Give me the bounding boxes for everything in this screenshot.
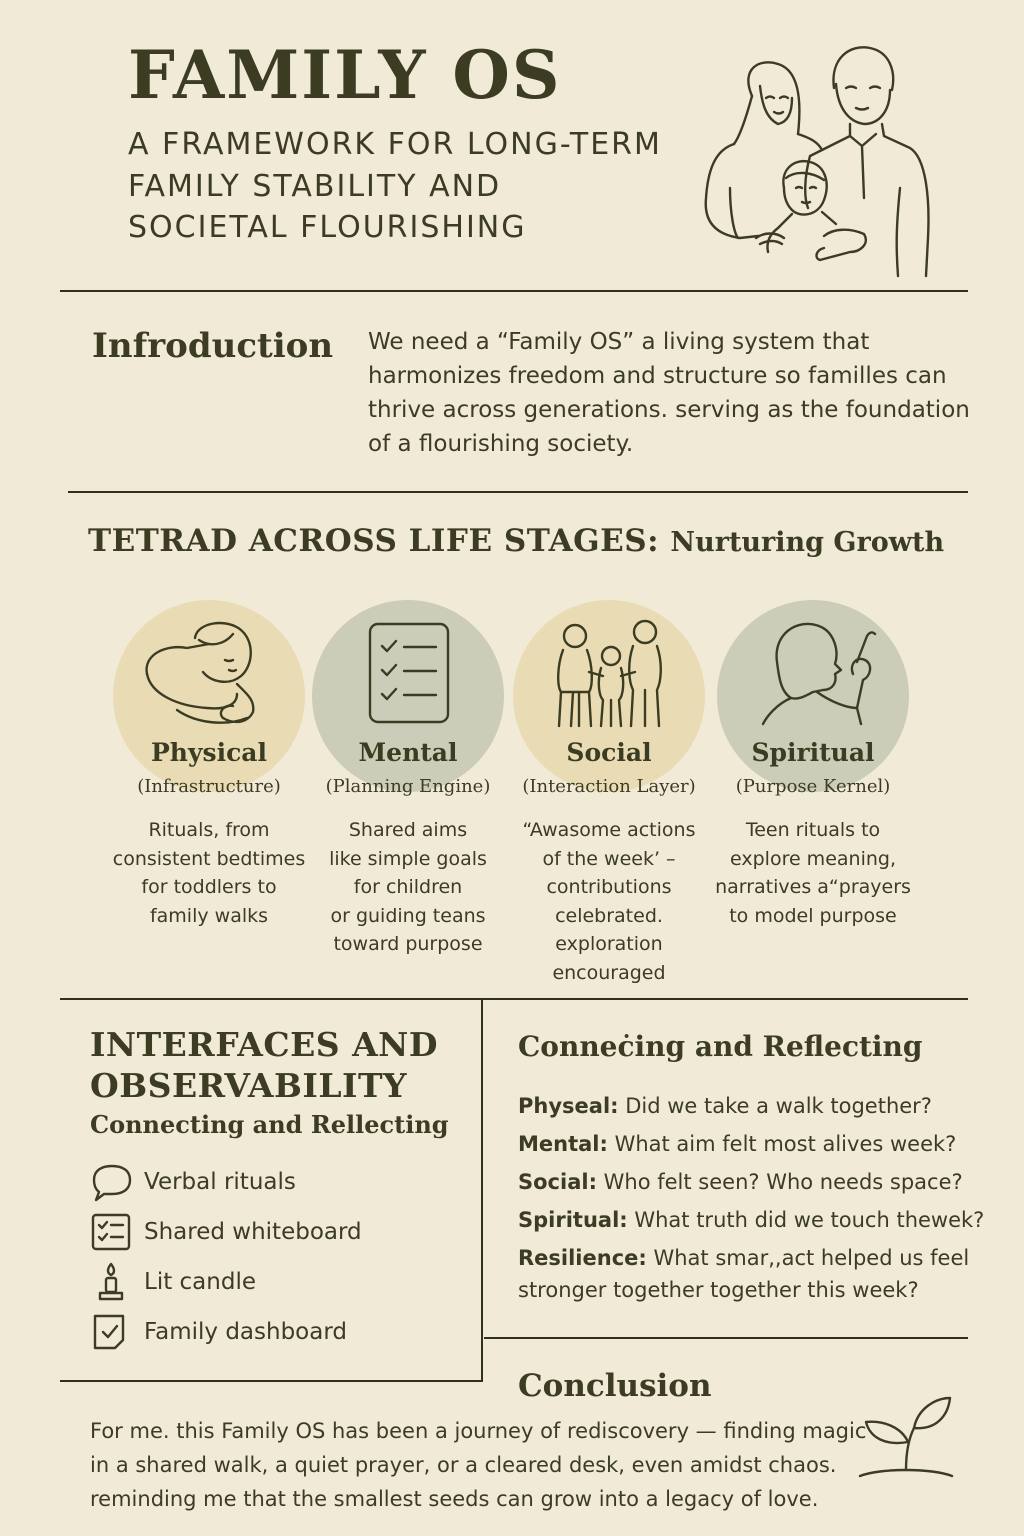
question-social	[518, 1166, 988, 1198]
stage-desc	[509, 816, 709, 987]
question-resilience	[518, 1242, 988, 1306]
candle-icon	[90, 1262, 132, 1302]
interface-item-lit-candle	[90, 1262, 256, 1302]
question-physical	[518, 1090, 988, 1122]
family-group-icon	[545, 616, 675, 732]
stage-desc	[713, 816, 913, 930]
divider-vertical	[481, 998, 483, 1382]
desc-line: Rituals, from	[148, 819, 270, 841]
intro-text: We need a “Family OS” a living system that harmonizes freedom and structure so familles can thrive across generations. serving as the foundation of a flourishing society.	[368, 329, 970, 457]
tetrad-heading	[88, 523, 944, 559]
interfaces-title	[90, 1024, 438, 1106]
subtitle-line-1: A FRAMEWORK FOR LONG-TERM	[128, 127, 662, 162]
interfaces-title-line: INTERFACES AND	[90, 1025, 438, 1064]
question-text: Did we take a walk together?	[618, 1094, 932, 1118]
stage-name: Social	[566, 738, 652, 767]
stage-role: (Planning Engine)	[325, 776, 491, 797]
interface-item-verbal-rituals	[90, 1162, 296, 1202]
question-label: Resilience:	[518, 1246, 647, 1270]
stage-role: (Infrastructure)	[137, 776, 281, 797]
stage-social	[509, 600, 709, 990]
question-label: Mental:	[518, 1132, 608, 1156]
desc-line: or guiding teans	[330, 904, 486, 927]
page-title: FAMILY OS	[128, 36, 562, 114]
stage-role: (Purpose Kernel)	[735, 776, 891, 797]
subtitle-line-2: FAMILY STABILITY AND	[128, 169, 502, 204]
divider	[60, 290, 968, 292]
divider	[60, 998, 968, 1000]
desc-line: Teen rituals to	[745, 819, 881, 841]
desc-line: to model purpose	[729, 904, 897, 927]
desc-line: contributions	[546, 876, 672, 898]
question-label: Physeal:	[518, 1094, 619, 1118]
tetrad-heading-sub: Nurturing Growth	[670, 527, 945, 558]
desc-line: toward purpose	[333, 933, 483, 955]
connecting-title: Conneċing and Reflecting	[518, 1030, 923, 1063]
stage-spiritual	[713, 600, 913, 940]
stage-physical	[109, 600, 309, 940]
desc-line: like simple goals	[329, 847, 487, 870]
conclusion-line: reminding me that the smallest seeds can grow into a legacy of love.	[90, 1487, 819, 1511]
whiteboard-checklist-icon	[90, 1212, 132, 1252]
stage-name: Physical	[151, 738, 267, 767]
interface-item-family-dashboard	[90, 1312, 347, 1352]
sprout-icon	[856, 1384, 956, 1480]
desc-line: of the week’ –	[542, 847, 676, 870]
stage-name: Mental	[358, 738, 458, 767]
desc-line: celebrated.	[555, 904, 663, 927]
interface-label: Lit candle	[144, 1269, 256, 1295]
desc-line: consistent bedtimes	[112, 847, 306, 870]
interfaces-title-line: OBSERVABILITY	[90, 1066, 408, 1105]
question-label: Social:	[518, 1170, 597, 1194]
interface-label: Family dashboard	[144, 1319, 347, 1345]
desc-line: for toddlers to	[141, 876, 277, 898]
interface-label: Shared whiteboard	[144, 1219, 362, 1245]
desc-line: Shared aims	[348, 819, 468, 841]
desc-line: explore meaning,	[730, 847, 896, 870]
interface-label: Verbal rituals	[144, 1169, 296, 1195]
conclusion-title: Conclusion	[518, 1368, 712, 1404]
subtitle-line-3: SOCIETAL FLOURISHING	[128, 210, 527, 245]
desc-line: narratives a“prayers	[715, 876, 911, 898]
conclusion-text	[90, 1414, 890, 1516]
desc-line: exploration	[555, 933, 663, 955]
speech-bubble-icon	[90, 1162, 132, 1202]
question-text: Who felt seen? Who needs space?	[596, 1170, 963, 1194]
stage-role: (Interaction Layer)	[522, 776, 696, 797]
desc-line: family walks	[149, 904, 269, 927]
divider	[484, 1337, 968, 1339]
stage-mental	[308, 600, 508, 960]
question-mental	[518, 1128, 988, 1160]
dashboard-check-icon	[90, 1312, 132, 1352]
conclusion-line: For me. this Family OS has been a journey of rediscovery — finding magic	[90, 1419, 867, 1443]
question-spiritual	[518, 1204, 988, 1236]
tetrad-heading-main: TETRAD ACROSS LIFE STAGES:	[88, 523, 660, 559]
divider	[68, 491, 968, 493]
stage-name: Spiritual	[751, 738, 875, 767]
question-text: What aim felt most alives week?	[607, 1132, 957, 1156]
question-text: What truth did we touch thewek?	[627, 1208, 985, 1232]
question-label: Spiritual:	[518, 1208, 628, 1232]
divider	[60, 1380, 483, 1382]
desc-line: for children	[353, 876, 463, 898]
stage-desc	[109, 816, 309, 930]
conclusion-line: in a shared walk, a quiet prayer, or a cleared desk, even amidst chaos.	[90, 1453, 837, 1477]
desc-line: “Awasome actions	[522, 819, 696, 841]
stage-desc	[308, 816, 508, 959]
checklist-icon	[364, 620, 454, 726]
interfaces-subtitle: Connecting and Rellecting	[90, 1110, 449, 1139]
intro-heading: Infroduction	[92, 326, 334, 366]
question-text: What smar,,act helped us feel stronger together together this week?	[518, 1246, 970, 1302]
desc-line: encouraged	[552, 961, 666, 984]
interface-item-shared-whiteboard	[90, 1212, 362, 1252]
family-illustration	[700, 38, 940, 280]
sleeping-child-icon	[137, 614, 287, 734]
reflective-person-icon	[757, 612, 887, 728]
